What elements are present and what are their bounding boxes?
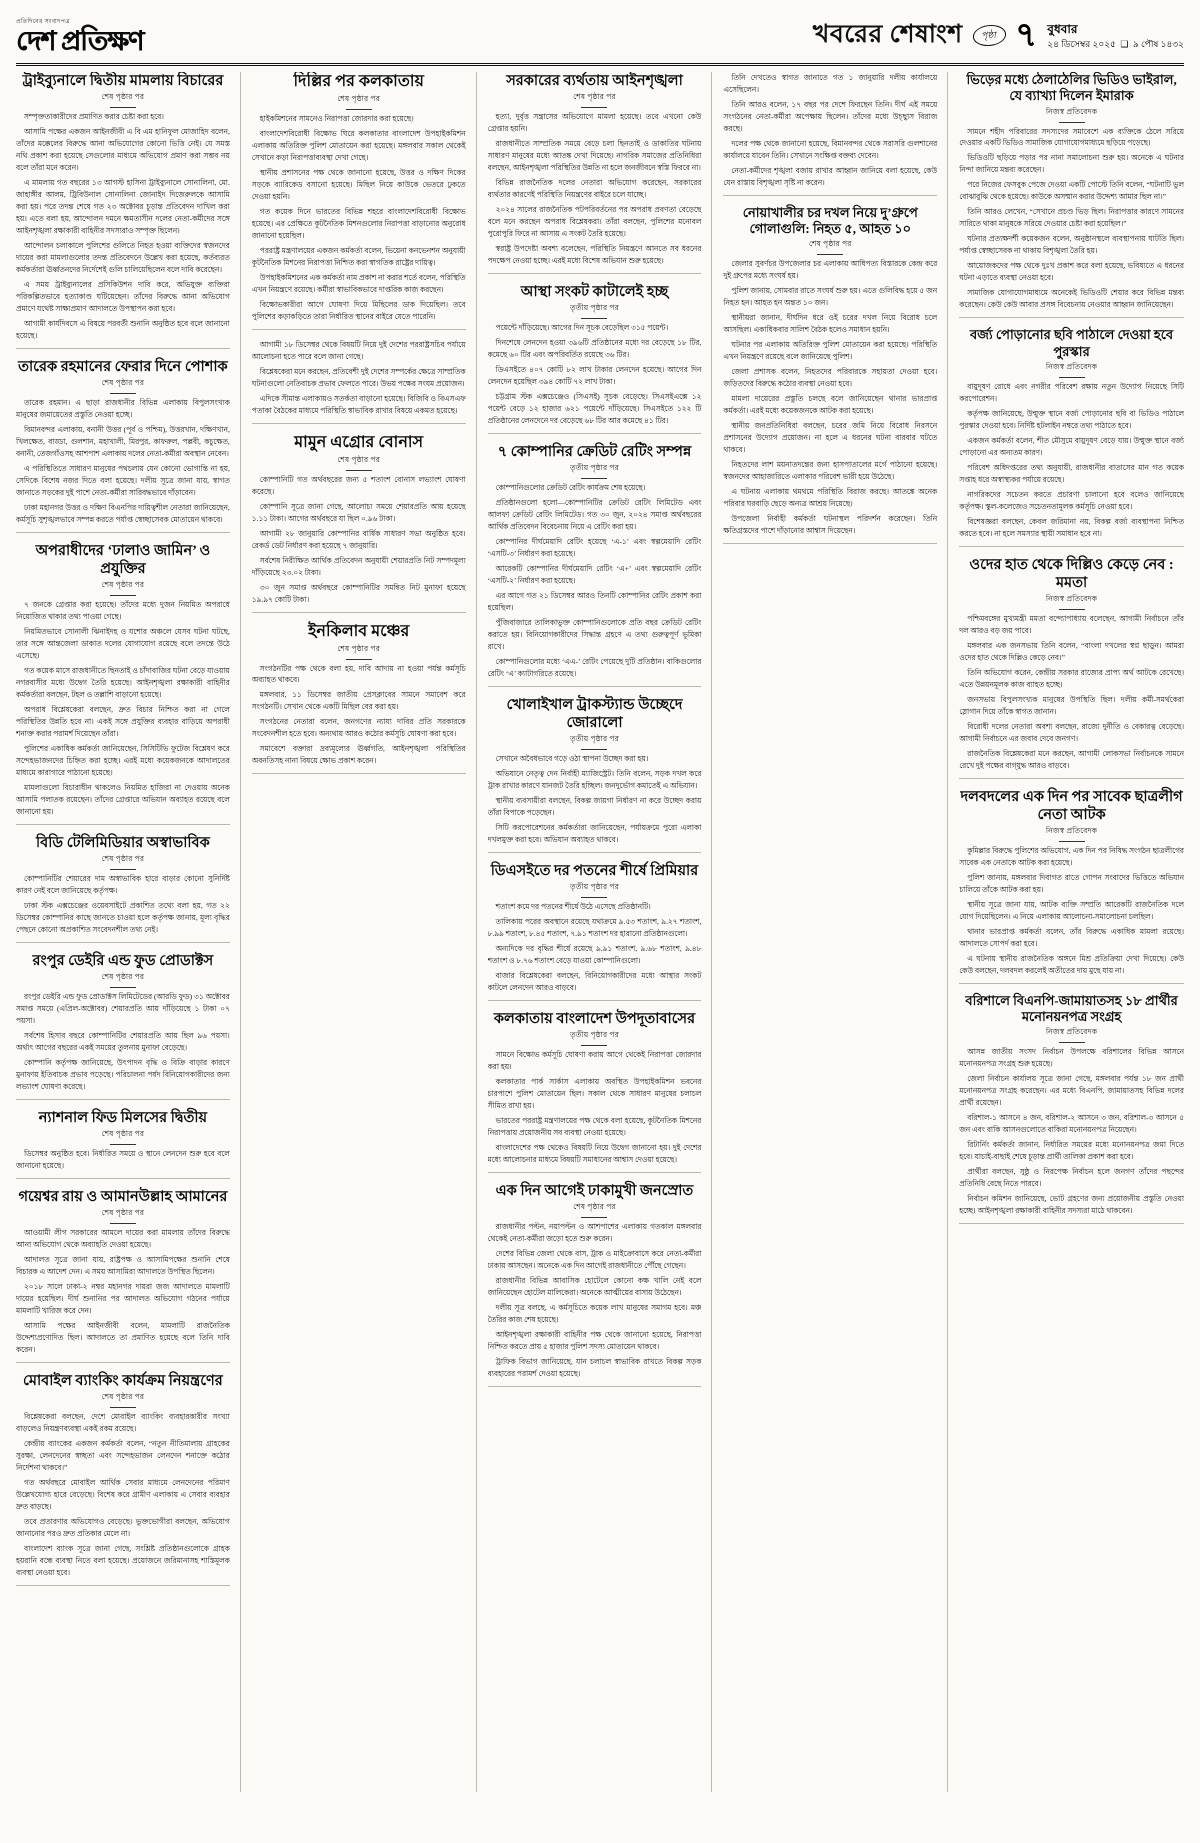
- byline-rule: [346, 109, 372, 110]
- page-label: পৃষ্ঠা: [971, 25, 1007, 46]
- article-paragraph: বিশ্লেষকেরা মনে করছেন, প্রতিবেশী দুই দেশের সম্পর্কের ক্ষেত্রে সাম্প্রতিক ঘটনাগুলো নেতিবাচক প্রভাব ফেলতে পারে। উভয় পক্ষের সংযম প্রয়োজন।: [251, 366, 466, 388]
- article-body: [16, 1227, 230, 1356]
- article-headline[interactable]: দিল্লির পর কলকাতায়: [293, 73, 424, 90]
- article-separator: [16, 348, 230, 349]
- article-paragraph: আরেকটি কোম্পানির দীর্ঘমেয়াদি রেটিং ‘এ+’ এবং স্বল্পমেয়াদি রেটিং ‘এসটি-২’ নির্ধারণ করা হয়েছে।: [487, 563, 702, 585]
- article-paragraph: দলের পক্ষ থেকে জানানো হয়েছে, বিমানবন্দর থেকে সরাসরি গুলশানের কার্যালয়ে যাবেন তিনি। সেখানে সংক্ষিপ্ত বক্তব্য দেবেন।: [723, 138, 938, 160]
- article-paragraph: কলকাতার পার্ক সার্কাস এলাকায় অবস্থিত উপহাইকমিশন ভবনের চারপাশে পুলিশ মোতায়েন ছিল। সকাল থেকে সাধারণ মানুষের চলাচল সীমিত রাখা হয়।: [487, 1077, 702, 1111]
- article-headline[interactable]: বিডি টেলিমিডিয়ার অস্বাভাবিক: [36, 834, 210, 851]
- article-separator: [488, 433, 702, 434]
- article-byline: শেষ পৃষ্ঠার পর: [101, 580, 145, 590]
- article-headline[interactable]: বর্জ্য পোড়ানোর ছবি পাঠালে দেওয়া হবে পুরস্কার: [970, 327, 1174, 359]
- article[interactable]: [488, 1010, 702, 1173]
- article-paragraph: সর্বশেষ হিসাব বছরে কোম্পানিটির শেয়ারপ্রতি আয় ছিল ৯৬ পয়সা। অর্থাৎ আগের বছরের একই সময়ের তুলনায় মুনাফা বেড়েছে।: [16, 1030, 230, 1052]
- article-paragraph: পরে নিজের ফেসবুক পেজে দেওয়া একটি পোস্টে তিনি বলেন, “ঘটনাটি ভুল বোঝাবুঝি থেকে হয়েছে। কাউকে অসম্মান করার উদ্দেশ্য আমার ছিল না।”: [959, 180, 1184, 202]
- article-paragraph: তালিকায় পরের অবস্থানে রয়েছে যথাক্রমে ৯.৫৩ শতাংশ, ৯.২৭ শতাংশ, ৮.৯৯ শতাংশ, ৮.৪৫ শতাংশ, ৭.৯১ শতাংশ দর হারানো প্রতিষ্ঠানগুলো।: [487, 917, 702, 939]
- article-paragraph: এ ঘটনায় স্থানীয় রাজনৈতিক অঙ্গনে মিশ্র প্রতিক্রিয়া দেখা দিয়েছে। কেউ কেউ বলছেন, দলবদল করলেই অতীতের দায় মুছে যায় না।: [959, 953, 1184, 975]
- article-body: [488, 901, 702, 994]
- byline-rule: [581, 107, 607, 108]
- article-byline: শেষ পৃষ্ঠার পর: [101, 92, 145, 102]
- article-paragraph: আসন্ন জাতীয় সংসদ নির্বাচন উপলক্ষে বরিশালের বিভিন্ন আসনে মনোনয়নপত্র সংগ্রহ শুরু হয়েছে।: [959, 1047, 1184, 1069]
- date-bangla: ৯ পৌষ ১৪৩২: [1132, 38, 1184, 49]
- article-separator: [959, 1223, 1184, 1224]
- article-paragraph: স্থানীয় জনপ্রতিনিধিরা বলছেন, চরের জমি নিয়ে বিরোধ নিরসনে প্রশাসনের উদ্যোগ প্রয়োজন। না হলে এ ধরনের ঘটনা বারবার ঘটতে থাকবে।: [723, 421, 938, 455]
- article-separator: [488, 1172, 702, 1173]
- page-number: ৭: [1015, 16, 1038, 54]
- article-paragraph: আসামি পক্ষের একজন আইনজীবী এ বি এম হানিফুল মোজাহিদ বলেন, তাঁদের মক্কেলের বিরুদ্ধে আনা অভিযোগের কোনো ভিত্তি নেই। যে সমস্ত নথি প্রকাশ করা হয়েছে সেগুলোর মাধ্যমে অভিযোগ প্রমাণ করা সম্ভব নয় বলে তাঁরা মনে করেন।: [16, 127, 230, 173]
- article-byline: শেষ পৃষ্ঠার পর: [101, 1128, 145, 1138]
- article-headline[interactable]: মোবাইল ব্যাংকিং কার্যক্রম নিয়ন্ত্রণের: [23, 1372, 223, 1389]
- byline-rule: [346, 659, 372, 660]
- article-paragraph: গত কয়েক মাসে রাজধানীতে ছিনতাই ও চাঁদাবাজির ঘটনা বেড়ে যাওয়ায় নগরবাসীর মধ্যে উদ্বেগ তৈরি হয়েছে। আইনশৃঙ্খলা রক্ষাকারী বাহিনীর কর্মকর্তারা বলছেন, টহল ও তল্লাশি বাড়ানো হয়েছে।: [16, 665, 230, 699]
- article-paragraph: সংগঠনের নেতারা বলেন, জনগণের ন্যায্য দাবির প্রতি সরকারকে সংবেদনশীল হতে হবে। অন্যথায় আরও কঠোর কর্মসূচি ঘোষণা করা হবে।: [251, 717, 466, 739]
- article-headline[interactable]: এক দিন আগেই ঢাকামুখী জনস্রোত: [495, 1182, 694, 1199]
- article-byline: নিজস্ব প্রতিবেদক: [1045, 361, 1098, 371]
- article-paragraph: হাইকমিশনের সামনেও নিরাপত্তা জোরদার করা হয়েছে।: [259, 114, 414, 123]
- article-paragraph: আইনশৃঙ্খলা রক্ষাকারী বাহিনীর পক্ষ থেকে জানানো হয়েছে, নিরাপত্তা নিশ্চিত করতে প্রায় ৫ হাজার পুলিশ সদস্য মোতায়েন থাকবে।: [487, 1329, 702, 1351]
- article-paragraph: সামাজিক যোগাযোগমাধ্যমে অনেকেই ভিডিওটি শেয়ার করে বিভিন্ন মন্তব্য করেছেন। কেউ কেউ আবার প্রসঙ্গ বিবেচনায় নেওয়ার আহ্বান জানিয়েছেন।: [959, 288, 1184, 310]
- article-paragraph: বিক্ষোভকারীরা আগে ঘোষণা দিয়ে মিছিলের ডাক দিয়েছিল। তবে পুলিশের কড়াকড়িতে তারা নির্ধারিত স্থানের বাইরে যেতে পারেনি।: [251, 299, 466, 321]
- article-paragraph: ২০১৮ সালে ঢাকা-২ নম্বর মহানগর দায়রা জজ আদালতে মামলাটি দায়ের হয়েছিল। দীর্ঘ শুনানির পর আদালত অভিযোগ গঠনের পর্যায়ে মামলাটি খারিজ করে দেন।: [16, 1282, 230, 1315]
- article-paragraph: আওয়ামী লীগ সরকারের আমলে দায়ের করা মামলায় তাঁদের বিরুদ্ধে আনা অভিযোগ থেকে অব্যাহতি দেওয়া হয়েছে।: [16, 1228, 230, 1250]
- article-byline: নিজস্ব প্রতিবেদক: [1045, 825, 1098, 835]
- article-body: [488, 1049, 702, 1166]
- article-paragraph: প্রতিষ্ঠানগুলো হলো—কোম্পানিটির ক্রেডিট রেটিং লিমিটেড এবং আলফা ক্রেডিট রেটিং লিমিটেড। গত ৩০ জুন, ২০২৪ সমাপ্ত অর্থবছরের আর্থিক প্রতিবেদন বিবেচনায় নিয়ে এ রেটিং করা হয়।: [487, 498, 702, 532]
- article-paragraph: কুমিল্লার বিরুদ্ধে পুলিশের অভিযোগ, এক দিন পর নিষিদ্ধ সংগঠন ছাত্রলীগের সাবেক এক নেতাকে আটক করা হয়েছে।: [959, 845, 1184, 867]
- article-paragraph: বিমানবন্দর এলাকায়, বনানী উত্তর (পূর্ব ও পশ্চিম), উত্তরখান, দক্ষিণখান, খিলক্ষেত, বাড্ডা, গুলশান, মহাখালী, মিরপুর, কাফরুল, পল্লবী, কচুক্ষেত, বনানী, তেজগাঁওসহ আশপাশ এলাকায় দলের নেতা-কর্মীরা অবস্থান নেবেন।: [16, 424, 230, 458]
- article[interactable]: [959, 327, 1184, 546]
- article-separator: [16, 1585, 230, 1586]
- byline-rule: [581, 318, 607, 319]
- article-paragraph: অপরাধ বিশ্লেষকেরা বলছেন, দ্রুত বিচার নিশ্চিত করা না গেলে পরিস্থিতির উন্নতি হবে না। একই সঙ্গে প্রযুক্তির ব্যবহার বাড়িয়ে অপরাধী শনাক্ত করার পরামর্শ দিয়েছেন তাঁরা।: [16, 704, 230, 738]
- brand: [16, 16, 143, 55]
- article-paragraph: দেশের বিভিন্ন জেলা থেকে বাস, ট্রাক ও মাইক্রোবাসে করে নেতা-কর্মীরা ঢাকায় আসছেন। অনেকে এক দিন আগেই রাজধানীতে পৌঁছে গেছেন।: [487, 1249, 702, 1271]
- article-paragraph: এদিকে সীমান্ত এলাকায়ও সতর্কতা বাড়ানো হয়েছে। বিজিবি ও বিএসএফ পতাকা বৈঠকের মাধ্যমে পরিস্থিতি স্বাভাবিক রাখার বিষয়ে একমত হয়েছে।: [251, 393, 466, 415]
- article-body: [252, 474, 466, 606]
- article-paragraph: সম্পৃক্ততাকারীদের প্রমাণিত করার চেষ্টা করা হবে।: [24, 112, 164, 122]
- article-paragraph: আগামী কার্যদিবসে এ বিষয়ে পরবর্তী শুনানি অনুষ্ঠিত হবে বলে জানানো হয়েছে।: [16, 318, 230, 340]
- article-paragraph: স্থানীয়রা জানান, দীর্ঘদিন ধরে ওই চরের দখল নিয়ে বিরোধ চলে আসছিল। একাধিকবার সালিশ বৈঠক হলেও সমাধান হয়নি।: [723, 313, 938, 335]
- article-paragraph: ২০২৪ সালের রাজনৈতিক পটপরিবর্তনের পর অপরাধ প্রবণতা বেড়েছে বলে মনে করছেন অপরাধ বিশ্লেষকরা। তাঁরা বলছেন, পুলিশের মনোবল পুরোপুরি ফিরে না আসায় এ সংকট তৈরি হয়েছে।: [487, 205, 702, 238]
- article-separator: [488, 1000, 702, 1001]
- article-body: [488, 1221, 702, 1380]
- article-separator: [959, 317, 1184, 318]
- article-byline: শেষ পৃষ্ঠার পর: [337, 454, 381, 464]
- article-paragraph: পরিবেশ অধিদপ্তরের তথ্য অনুযায়ী, রাজধানীর বাতাসের মান গত কয়েক সপ্তাহ ধরে অস্বাস্থ্যকর পর্যায়ে রয়েছে।: [959, 462, 1184, 484]
- article-byline: শেষ পৃষ্ঠার পর: [337, 643, 381, 653]
- article-body: [959, 126, 1184, 312]
- date-line: ২৪ ডিসেম্বর ২০২৫ ❑ ৯ পৌষ ১৪৩২: [1047, 38, 1184, 49]
- article-paragraph: বাজার বিশ্লেষকেরা বলছেন, বিনিয়োগকারীদের মধ্যে আস্থার সংকট কাটলে লেনদেন আরও বাড়বে।: [487, 971, 702, 992]
- article-paragraph: হত্যা, দুর্বৃত্ত সন্ত্রাসের অভিযোগে মামলা হয়েছে। তবে এখনো কেউ গ্রেপ্তার হয়নি।: [487, 112, 702, 134]
- article-separator: [252, 329, 466, 330]
- article-paragraph: রাজনৈতিক বিশ্লেষকেরা মনে করছেন, আগামী লোকসভা নির্বাচনকে সামনে রেখে দুই পক্ষের বাগ্‌যুদ্ধ আরও বাড়বে।: [959, 748, 1184, 770]
- article-headline[interactable]: আস্থা সংকট কাটালেই হচ্ছ: [520, 283, 669, 300]
- masthead: [16, 14, 1184, 66]
- article-paragraph: আসামি পক্ষের আইনজীবী বলেন, মামলাটি রাজনৈতিক উদ্দেশ্যপ্রণোদিত ছিল। আদালতে তা প্রমাণিত হয়েছে বলে তিনি দাবি করেন।: [16, 1320, 230, 1354]
- byline-rule: [110, 107, 136, 108]
- article[interactable]: [488, 696, 702, 853]
- article-paragraph: স্থানীয় ব্যবসায়ীরা বলছেন, বিকল্প জায়গা নির্ধারণ না করে উচ্ছেদ করায় তাঁরা বিপাকে পড়েছেন।: [487, 796, 702, 818]
- article-paragraph: জেলার সুবর্ণচর উপজেলার চর এলাকায় আধিপত্য বিস্তারকে কেন্দ্র করে দুই গ্রুপের মধ্যে সংঘর্ষ হয়।: [723, 259, 938, 281]
- article-paragraph: কোম্পানি কর্তৃপক্ষ জানিয়েছে, উৎপাদন বৃদ্ধি ও বিক্রি বাড়ার কারণে মুনাফায় ইতিবাচক প্রভাব পড়েছে। পরিচালনা পর্ষদ বিনিয়োগকারীদের জন্য লভ্যাংশ ঘোষণা করেছে।: [16, 1057, 230, 1091]
- article-headline[interactable]: ট্রাইব্যুনালে দ্বিতীয় মামলায় বিচারের: [22, 73, 224, 89]
- article-paragraph: বিরোধী দলের নেতারা অবশ্য বলছেন, রাজ্যে দুর্নীতি ও বেকারত্ব বেড়েছে। আগামী নির্বাচনে এর জবাব দেবে জনগণ।: [959, 721, 1184, 743]
- article-paragraph: প্রার্থীরা বলছেন, সুষ্ঠু ও নিরপেক্ষ নির্বাচন হলে জনগণ তাঁদের পছন্দের প্রতিনিধি বেছে নিতে পারবে।: [959, 1167, 1184, 1189]
- article-byline: তৃতীয় পৃষ্ঠার পর: [569, 1030, 620, 1040]
- article-separator: [16, 942, 230, 943]
- column-3: [488, 72, 713, 1792]
- article-paragraph: কর্তৃপক্ষ জানিয়েছে, উন্মুক্ত স্থানে বর্জ্য পোড়ানোর ছবি বা ভিডিও পাঠালে পুরস্কার দেওয়া হবে। নির্দিষ্ট হটলাইন নম্বরে তথ্য পাঠাতে হবে।: [959, 408, 1184, 430]
- brand-tagline: প্রতিদিনের সংবাদপত্র: [16, 19, 71, 25]
- article-paragraph: দলীয় সূত্র বলছে, এ কর্মসূচিতে কয়েক লাখ মানুষের সমাগম হবে। মঞ্চ তৈরির কাজ শেষ হয়েছে।: [487, 1303, 702, 1324]
- article-body: [252, 663, 466, 768]
- article-paragraph: আদালত সূত্রে জানা যায়, রাষ্ট্রপক্ষ ও আসামিপক্ষের শুনানি শেষে বিচারক এ আদেশ দেন। এ সময় আসামিরা আদালতে উপস্থিত ছিলেন।: [16, 1255, 230, 1277]
- article-paragraph: দিনশেষে লেনদেন হওয়া ৩৯৬টি প্রতিষ্ঠানের মধ্যে দর বেড়েছে ১৮ টির, কমেছে ৬০ টির এবং অপরিবর্তিত রয়েছে ৩৬ টির।: [487, 338, 702, 360]
- article-paragraph: বাংলাদেশের পক্ষ থেকেও বিষয়টি নিয়ে উদ্বেগ জানানো হয়। দুই দেশের মধ্যে আলোচনার মাধ্যমে বিষয়টি সমাধানের আশ্বাস দেওয়া হয়েছে।: [487, 1143, 702, 1164]
- article-body: [252, 113, 466, 323]
- article-paragraph: তিনি আরও লেখেন, “সেখানে প্রচণ্ড ভিড় ছিল। নিরাপত্তার কারণে সামনের সারিতে থাকা মানুষকে সরিয়ে দেওয়ার চেষ্টা করা হয়েছিল।”: [959, 207, 1184, 229]
- article-paragraph: একজন কর্মকর্তা বলেন, শীত মৌসুমে বায়ুদূষণ বেড়ে যায়। উন্মুক্ত স্থানে বর্জ্য পোড়ানো এর অন্যতম কারণ।: [959, 435, 1184, 457]
- article-paragraph: কোম্পানিটির শেয়ারের দাম অস্বাভাবিক হারে বাড়ার কোনো সুনির্দিষ্ট কারণ নেই বলে জানিয়েছে কর্তৃপক্ষ।: [16, 873, 230, 895]
- article-paragraph: তবে প্রতারণার অভিযোগও বেড়েছে। ভুক্তভোগীরা বলছেন, অভিযোগ জানানোর পরও দ্রুত প্রতিকার মেলে না।: [16, 1516, 230, 1538]
- byline-rule: [110, 1223, 136, 1224]
- article-paragraph: ঢাকা মহানগর উত্তর ও দক্ষিণ বিএনপির দায়িত্বশীল নেতারা জানিয়েছেন, কর্মসূচি সুশৃঙ্খলভাবে সম্পন্ন করতে পর্যাপ্ত স্বেচ্ছাসেবক মোতায়েন থাকবে।: [16, 502, 230, 524]
- article[interactable]: [16, 1109, 230, 1179]
- article[interactable]: [252, 622, 466, 775]
- article-paragraph: আন্দোলন চলাকালে পুলিশের গুলিতে নিহত হওয়া ব্যক্তিদের স্বজনদের দায়ের করা মামলাগুলোর তদন্ত প্রতিবেদনে উল্লেখ করা হয়েছে, কর্তব্যরত কর্মকর্তারা ঊর্ধ্বতনদের নির্দেশেই গুলি চালিয়েছিলেন বলে দাবি করেছেন।: [16, 240, 230, 274]
- article[interactable]: [959, 72, 1184, 318]
- article-paragraph: আগামী ১৮ ডিসেম্বর থেকে বিষয়টি নিয়ে দুই দেশের পররাষ্ট্রসচিব পর্যায়ে আলোচনা হতে পারে বলে জানা গেছে।: [251, 339, 466, 361]
- byline-rule: [1059, 841, 1085, 842]
- article-paragraph: সেখানে অবৈধভাবে গড়ে ওঠা স্থাপনা উচ্ছেদ করা হয়।: [495, 754, 649, 764]
- article-byline: শেষ পৃষ্ঠার পর: [101, 1208, 145, 1218]
- article-separator: [488, 686, 702, 687]
- article-paragraph: মঙ্গলবার, ১১ ডিসেম্বর জাতীয় প্রেসক্লাবের সামনে সমাবেশ করে সংগঠনটি। সেখান থেকে একটি মিছিল বের করা হয়।: [251, 690, 466, 712]
- article-paragraph: নির্বাচন কমিশন জানিয়েছে, ভোট গ্রহণের জন্য প্রয়োজনীয় প্রস্তুতি নেওয়া হচ্ছে। আইনশৃঙ্খলা রক্ষাকারী বাহিনীর সদস্যরা মাঠে থাকবেন।: [959, 1194, 1184, 1216]
- article-byline: শেষ পৃষ্ঠার পর: [808, 239, 852, 249]
- article-headline[interactable]: খোলাইখাল ট্রাকস্ট্যান্ড উচ্ছেদে জোরালো: [506, 696, 683, 731]
- article-paragraph: অভিযানে নেতৃত্ব দেন নির্বাহী ম্যাজিস্ট্রেট। তিনি বলেন, সড়ক দখল করে ট্রাক রাখার কারণে যানজট তৈরি হচ্ছিল। জনদুর্ভোগ কমাতেই এ অভিযান।: [487, 769, 702, 791]
- article-separator: [252, 773, 466, 774]
- byline-rule: [110, 987, 136, 988]
- byline-rule: [581, 1217, 607, 1218]
- article-body: [16, 991, 230, 1093]
- article-paragraph: সংগঠনটির পক্ষ থেকে বলা হয়, দাবি আদায় না হওয়া পর্যন্ত কর্মসূচি অব্যাহত থাকবে।: [251, 663, 466, 685]
- article[interactable]: [16, 834, 230, 943]
- article-headline[interactable]: অপরাধীদের ‘ঢালাও জামিন’ ও প্রযুক্তির: [35, 542, 211, 577]
- article-separator: [959, 778, 1184, 779]
- article-paragraph: রাজধানীর পল্টন, নয়াপল্টন ও আশপাশের এলাকায় গতকাল মঙ্গলবার থেকেই নেতা-কর্মীরা জড়ো হতে শুরু করেন।: [487, 1222, 702, 1244]
- article-body: [959, 1046, 1184, 1217]
- article-paragraph: বিশেষজ্ঞরা বলছেন, কেবল জরিমানা নয়, বিকল্প বর্জ্য ব্যবস্থাপনা নিশ্চিত করতে হবে। না হলে সমস্যার স্থায়ী সমাধান হবে না।: [959, 516, 1184, 538]
- article-byline: শেষ পৃষ্ঠার পর: [573, 92, 616, 102]
- article-headline[interactable]: রংপুর ডেইরি এন্ড ফুড প্রোডাক্টস: [32, 952, 214, 969]
- date-block: [1047, 20, 1184, 52]
- article-paragraph: রিটার্নিং কর্মকর্তা জানান, নির্ধারিত সময়ের মধ্যে মনোনয়নপত্র জমা দিতে হবে। যাচাই-বাছাই শেষে চূড়ান্ত প্রার্থী তালিকা প্রকাশ করা হবে।: [959, 1140, 1184, 1162]
- article-byline: নিজস্ব প্রতিবেদক: [1045, 106, 1098, 116]
- article-headline[interactable]: ইনকিলাব মঞ্চের: [308, 622, 410, 640]
- column-5: [959, 72, 1184, 1792]
- column-4: [723, 72, 948, 1792]
- article-body: [723, 258, 937, 537]
- article-paragraph: নিহতদের লাশ ময়নাতদন্তের জন্য হাসপাতালের মর্গে পাঠানো হয়েছে। স্বজনদের আহাজারিতে এলাকার পরিবেশ ভারী হয়ে উঠেছে।: [723, 460, 938, 482]
- article-separator: [488, 852, 702, 853]
- article-byline: তৃতীয় পৃষ্ঠার পর: [569, 882, 620, 892]
- article[interactable]: [959, 993, 1184, 1224]
- article[interactable]: [16, 952, 230, 1100]
- article-paragraph: জেলা নির্বাচন কার্যালয় সূত্রে জানা গেছে, মঙ্গলবার পর্যন্ত ১৮ জন প্রার্থী মনোনয়নপত্র সংগ্রহ করেছেন। এর মধ্যে বিএনপি, জামায়াতসহ বিভিন্ন দলের প্রার্থী রয়েছেন।: [959, 1074, 1184, 1108]
- article-separator: [252, 423, 466, 424]
- article[interactable]: [723, 205, 937, 544]
- article-byline: শেষ পৃষ্ঠার পর: [101, 377, 145, 387]
- article-body: [16, 111, 230, 342]
- article-paragraph: তিনি দেখতেও স্বাগত জানাতে গত ১ জানুয়ারি দলীয় কার্যালয়ে এসেছিলেন।: [723, 73, 938, 94]
- article-byline: তৃতীয় পৃষ্ঠার পর: [569, 463, 620, 473]
- article-paragraph: নিয়মিতভাবে সোনালী ঝিনাইদহ ও যশোর অঞ্চলে যেসব ঘটনা ঘটছে, তার সঙ্গে আন্তজেলা ডাকাত দলের যোগাযোগ রয়েছে বলে তদন্তে উঠে এসেছে।: [16, 627, 230, 660]
- article[interactable]: [488, 72, 702, 274]
- masthead-right: [813, 14, 1184, 57]
- article[interactable]: [488, 862, 702, 1001]
- article-paragraph: শতাংশ কমে দর পতনের শীর্ষে উঠে এসেছে প্রতিষ্ঠানটি।: [495, 902, 651, 912]
- article-paragraph: নাগরিকদের সচেতন করতে প্রচারণা চালানো হবে বলেও জানিয়েছে কর্তৃপক্ষ। স্কুল-কলেজেও সচেতনতামূলক কর্মসূচি নেওয়া হবে।: [959, 489, 1184, 511]
- article-paragraph: বিশ্লেষকেরা বলছেন, দেশে মোবাইল ব্যাংকিং ব্যবহারকারীর সংখ্যা বাড়লেও নিয়ন্ত্রণব্যবস্থা একই রকম রয়েছে।: [16, 1412, 230, 1434]
- article-body: [16, 397, 230, 526]
- article-paragraph: ঘটনার প্রত্যক্ষদর্শী কয়েকজন বলেন, অনুষ্ঠানস্থলে ব্যবস্থাপনায় ঘাটতি ছিল। পর্যাপ্ত স্বেচ্ছাসেবক না থাকায় বিশৃঙ্খলা তৈরি হয়।: [959, 234, 1184, 256]
- article-headline[interactable]: গয়েশ্বর রায় ও আমানউল্লাহ আমানের: [18, 1188, 228, 1205]
- article-paragraph: কোম্পানিগুলোর ক্রেডিট রেটিং কার্যক্রম শেষ হয়েছে।: [495, 483, 646, 493]
- article-headline[interactable]: ন্যাশনাল ফিড মিলসের দ্বিতীয়: [38, 1109, 208, 1126]
- article-paragraph: নেতা-কর্মীদের শৃঙ্খলা বজায় রাখার আহ্বান জানিয়ে বলা হয়েছে, কেউ যেন রাস্তায় বিশৃঙ্খলা সৃষ্টি না করেন।: [723, 165, 938, 187]
- article-paragraph: জেলা প্রশাসক বলেন, নিহতদের পরিবারকে সহায়তা দেওয়া হবে। জড়িতদের বিরুদ্ধে কঠোর ব্যবস্থা নেওয়া হবে।: [723, 367, 938, 389]
- column-2: [252, 72, 477, 1792]
- article-byline: শেষ পৃষ্ঠার পর: [101, 1392, 145, 1402]
- byline-rule: [1059, 1042, 1085, 1043]
- article-paragraph: পুঁজিবাজারে তালিকাভুক্ত কোম্পানিগুলোকে প্রতি বছর ক্রেডিট রেটিং করাতে হয়। বিনিয়োগকারীদের সিদ্ধান্ত গ্রহণে এ তথ্য গুরুত্বপূর্ণ ভূমিকা রাখে।: [487, 617, 702, 651]
- article-paragraph: ডিএসইতে ৪০৭ কোটি ৮২ লাখ টাকার লেনদেন হয়েছে। আগের দিন লেনদেন হয়েছিল ৩৯৪ কোটি ৭২ লাখ টাকা।: [487, 365, 702, 386]
- article-paragraph: পয়েন্টে দাঁড়িয়েছে। আগের দিন সূচক বেড়েছিল ৩১৫ পয়েন্ট।: [495, 323, 669, 333]
- article-separator: [16, 1099, 230, 1100]
- article-paragraph: ভিডিওটি ছড়িয়ে পড়ার পর নানা সমালোচনা শুরু হয়। অনেকে এ ঘটনার নিন্দা জানিয়ে মন্তব্য করেছেন।: [959, 153, 1184, 175]
- article-paragraph: আগামী ২৮ জানুয়ারি কোম্পানির বার্ষিক সাধারণ সভা অনুষ্ঠিত হবে। রেকর্ড ডেট নির্ধারণ করা হয়েছে ৭ জানুয়ারি।: [251, 528, 466, 550]
- byline-rule: [110, 869, 136, 870]
- article-paragraph: পুলিশ জানায়, মঙ্গলবার দিবাগত রাতে গোপন সংবাদের ভিত্তিতে অভিযান চালিয়ে তাঁকে আটক করা হয়।: [959, 872, 1184, 894]
- article[interactable]: [488, 1182, 702, 1387]
- article-paragraph: উপজেলা নির্বাহী কর্মকর্তা ঘটনাস্থল পরিদর্শন করেছেন। তিনি ক্ষতিগ্রস্তদের পাশে দাঁড়ানোর আশ্বাস দিয়েছেন।: [723, 514, 938, 536]
- article-separator: [16, 1178, 230, 1179]
- article-paragraph: তিনি অভিযোগ করেন, কেন্দ্রীয় সরকার রাজ্যের প্রাপ্য অর্থ আটকে রেখেছে। এতে উন্নয়নমূলক কাজ ব্যাহত হচ্ছে।: [959, 667, 1184, 689]
- article-paragraph: ভারতের পররাষ্ট্র মন্ত্রণালয়ের পক্ষ থেকে বলা হয়েছে, কূটনৈতিক মিশনের নিরাপত্তায় প্রয়োজনীয় সব ব্যবস্থা নেওয়া হয়েছে।: [487, 1116, 702, 1138]
- article-paragraph: আয়োজকদের পক্ষ থেকে দুঃখ প্রকাশ করে বলা হয়েছে, ভবিষ্যতে এ ধরনের ঘটনা এড়াতে ব্যবস্থা নেওয়া হবে।: [959, 261, 1184, 283]
- article-paragraph: কোম্পানিটি গত অর্থবছরের জন্য ৫ শতাংশ বোনাস লভ্যাংশ ঘোষণা করেছে।: [251, 474, 466, 496]
- article-paragraph: পুলিশের একাধিক কর্মকর্তা জানিয়েছেন, সিসিটিভি ফুটেজ বিশ্লেষণ করে সন্দেহভাজনদের চিহ্নিত করা হচ্ছে। এরই মধ্যে কয়েকজনকে আদালতের মাধ্যমে কারাগারে পাঠানো হয়েছে।: [16, 743, 230, 777]
- article-paragraph: সিটি করপোরেশনের কর্মকর্তারা জানিয়েছেন, পর্যায়ক্রমে পুরো এলাকা দখলমুক্ত করা হবে। অভিযান অব্যাহত থাকবে।: [487, 823, 702, 844]
- article-paragraph: বায়ুদূষণ রোধে এবং নগরীর পরিবেশ রক্ষায় নতুন উদ্যোগ নিয়েছে সিটি করপোরেশন।: [959, 381, 1184, 403]
- article-separator: [16, 824, 230, 825]
- article-paragraph: গত কয়েক দিনে ভারতের বিভিন্ন শহরে বাংলাদেশবিরোধী বিক্ষোভ হয়েছে। এর প্রেক্ষিতে কূটনৈতিক মিশনগুলোর নিরাপত্তা বাড়ানোর অনুরোধ জানানো হয়েছিল।: [251, 206, 466, 240]
- article-byline: শেষ পৃষ্ঠার পর: [337, 94, 381, 103]
- article-paragraph: উপহাইকমিশনের এক কর্মকর্তা নাম প্রকাশ না করার শর্তে বলেন, পরিস্থিতি এখন নিয়ন্ত্রণে রয়েছে। কর্মীরা স্বাভাবিকভাবে দাপ্তরিক কাজ করছেন।: [251, 272, 466, 294]
- byline-rule: [581, 478, 607, 479]
- article-paragraph: ডিসেম্বর অনুষ্ঠিত হবে। নির্ধারিত সময়ে ও স্থানে লেনদেন শুরু হবে বলে জানানো হয়েছে।: [16, 1148, 230, 1170]
- article-headline[interactable]: ভিড়ের মধ্যে ঠেলাঠেলির ভিডিও ভাইরাল, যে ব্যাখ্যা দিলেন ইমারাক: [966, 72, 1177, 104]
- section-title: খবরের শেষাংশ: [812, 21, 963, 48]
- article-body: [16, 1411, 230, 1579]
- article-paragraph: কোম্পানি সূত্রে জানা গেছে, আলোচ্য সময়ে শেয়ারপ্রতি আয় হয়েছে ১.১১ টাকা। আগের অর্থবছরে যা ছিল ০.৯৬ টাকা।: [251, 501, 466, 523]
- article-paragraph: ৭ জনকে গ্রেপ্তার করা হয়েছে। তাঁদের মধ্যে দুজন নিয়মিত অপরাধে নিয়োজিত থাকার তথ্য পাওয়া গেছে।: [16, 600, 230, 622]
- article-paragraph: পশ্চিমবঙ্গের মুখ্যমন্ত্রী মমতা বন্দ্যোপাধ্যায় বলেছেন, আগামী নির্বাচনে তাঁর দল আরও বড় জয় পাবে।: [959, 613, 1184, 635]
- article-paragraph: সর্বশেষ নিরীক্ষিত আর্থিক প্রতিবেদন অনুযায়ী শেয়ারপ্রতি নিট সম্পদমূল্য দাঁড়িয়েছে ২৩.০২ টাকা।: [251, 555, 466, 577]
- article-paragraph: মঙ্গলবার এক জনসভায় তিনি বলেন, “বাংলা দখলের স্বপ্ন ছাড়ুন। আমরা ওদের হাত থেকে দিল্লিও কেড়ে নেব।”: [959, 640, 1184, 662]
- article[interactable]: [16, 72, 230, 349]
- byline-rule: [346, 470, 372, 471]
- article-paragraph: থানার ভারপ্রাপ্ত কর্মকর্তা বলেন, তাঁর বিরুদ্ধে একাধিক মামলা রয়েছে। আদালতে সোপর্দ করা হবে।: [959, 926, 1184, 948]
- weekday: বুধবার: [1047, 21, 1078, 36]
- article-paragraph: জনসভায় বিপুলসংখ্যক মানুষের উপস্থিতি ছিল। দলীয় কর্মী-সমর্থকেরা স্লোগান দিয়ে তাঁকে স্বাগত জানান।: [959, 694, 1184, 716]
- article-columns: [16, 72, 1184, 1792]
- article-headline[interactable]: ডিএসইতে দর পতনের শীর্ষে প্রিমিয়ার: [490, 862, 699, 879]
- article-headline[interactable]: দলবদলের এক দিন পর সাবেক ছাত্রলীগ নেতা আটক: [960, 788, 1183, 823]
- article[interactable]: [723, 72, 937, 196]
- byline-rule: [110, 1144, 136, 1145]
- date-gregorian: ২৪ ডিসেম্বর ২০২৫: [1047, 38, 1116, 49]
- article-paragraph: মামলাগুলো বিচারাধীন থাকলেও নিয়মিত হাজিরা না দেওয়ায় অনেক আসামি পলাতক রয়েছেন। তাঁদের গ্রেপ্তারে অভিযান অব্যাহত রয়েছে বলে জানানো হয়।: [16, 782, 230, 816]
- article[interactable]: [252, 72, 466, 330]
- byline-rule: [581, 897, 607, 898]
- article-paragraph: গত অর্থবছরে মোবাইল আর্থিক সেবার মাধ্যমে লেনদেনের পরিমাণ উল্লেখযোগ্য হারে বেড়েছে। বিশেষ করে গ্রামীণ এলাকায় এ সেবার ব্যবহার দ্রুত বাড়ছে।: [16, 1477, 230, 1511]
- article-separator: [723, 195, 937, 196]
- article-body: [16, 873, 230, 936]
- article-separator: [16, 532, 230, 533]
- article-separator: [252, 612, 466, 613]
- article-paragraph: তারেক রহমান। এ ছাড়া রাজধানীর বিভিন্ন এলাকায় বিপুলসংখ্যক মানুষের জমায়েতের প্রস্তুতি নেওয়া হচ্ছে।: [16, 397, 230, 419]
- article-body: [959, 381, 1184, 540]
- article[interactable]: [16, 358, 230, 533]
- article-body: [488, 482, 702, 680]
- article-paragraph: সামনে বিক্ষোভ কর্মসূচি ঘোষণা করায় আগে থেকেই নিরাপত্তা জোরদার করা হয়।: [487, 1050, 702, 1072]
- byline-rule: [110, 1407, 136, 1408]
- article-paragraph: স্থানীয় সূত্রে জানা যায়, আটক ব্যক্তি সম্প্রতি আরেকটি রাজনৈতিক দলে যোগ দিয়েছিলেন। এ নিয়ে এলাকায় আলোচনা-সমালোচনা চলছিল।: [959, 899, 1184, 921]
- article-separator: [488, 273, 702, 274]
- article-paragraph: বিভিন্ন রাজনৈতিক দলের নেতারা অভিযোগ করেছেন, সরকারের ব্যর্থতার কারণেই পরিস্থিতি নিয়ন্ত্রণের বাইরে চলে যাচ্ছে।: [487, 178, 702, 200]
- brand-name: দেশ প্রতিক্ষণ: [16, 26, 144, 56]
- article-separator: [488, 1386, 702, 1387]
- article-paragraph: তিনি আরও বলেন, ১৭ বছর পর দেশে ফিরছেন তিনি। দীর্ঘ এই সময়ে সংগঠনের নেতা-কর্মীরা অপেক্ষায় ছিলেন। তাঁদের মধ্যে উচ্ছ্বাস বিরাজ করছে।: [723, 99, 938, 133]
- article-paragraph: সামনে শহীদ পরিবারের সদস্যদের সমাবেশে এক ব্যক্তিকে ঠেলে সরিয়ে দেওয়ার একটি ভিডিও সামাজিক যোগাযোগমাধ্যমে ছড়িয়ে পড়েছে।: [959, 126, 1184, 148]
- article-paragraph: ৩০ জুন সমাপ্ত অর্থবছরে কোম্পানিটির সমন্বিত নিট মুনাফা হয়েছে ১৯.৯৭ কোটি টাকা।: [251, 582, 466, 604]
- article-body: [723, 72, 937, 189]
- article-paragraph: কেন্দ্রীয় ব্যাংকের একজন কর্মকর্তা বলেন, “নতুন নীতিমালায় গ্রাহকের সুরক্ষা, লেনদেনের স্বচ্ছতা এবং সন্দেহভাজন লেনদেন শনাক্তে কঠোর নির্দেশনা থাকবে।”: [16, 1439, 230, 1472]
- article-body: [252, 339, 466, 417]
- article[interactable]: [16, 542, 230, 825]
- article-body: [488, 322, 702, 427]
- article-separator: [959, 983, 1184, 984]
- article-byline: নিজস্ব প্রতিবেদক: [1045, 593, 1098, 603]
- article-body: [959, 613, 1184, 772]
- article-headline[interactable]: মামুন এগ্রোর বোনাস: [294, 433, 424, 451]
- article-paragraph: এ সময় ট্রাইব্যুনালের প্রসিকিউশন দাবি করে, অভিযুক্ত ব্যক্তিরা পরিকল্পিতভাবে হত্যাকাণ্ড ঘটিয়েছেন। তাঁদের বিরুদ্ধে আনা অভিযোগ প্রমাণে যথেষ্ট সাক্ষ্যপ্রমাণ আদালতে উপস্থাপন করা হবে।: [16, 279, 230, 313]
- article-headline[interactable]: কলকাতায় বাংলাদেশ উপদূতাবাসের: [493, 1010, 696, 1027]
- article-paragraph: বরিশাল-১ আসনে ৪ জন, বরিশাল-২ আসনে ৩ জন, বরিশাল-৩ আসনে ৫ জন এবং বাকি আসনগুলোতে বাকিরা মনোনয়নপত্র নিয়েছেন।: [959, 1113, 1184, 1135]
- article-body: [488, 753, 702, 846]
- article-body: [959, 845, 1184, 977]
- article-byline: নিজস্ব প্রতিবেদক: [1045, 1027, 1098, 1037]
- article-body: [488, 111, 702, 267]
- article[interactable]: [959, 788, 1184, 984]
- byline-rule: [1059, 609, 1085, 610]
- article[interactable]: [16, 1188, 230, 1363]
- article-byline: তৃতীয় পৃষ্ঠার পর: [569, 734, 620, 744]
- article-byline: শেষ পৃষ্ঠার পর: [101, 853, 145, 863]
- article-paragraph: বাংলাদেশ ব্যাংক সূত্রে জানা গেছে, সংশ্লিষ্ট প্রতিষ্ঠানগুলোকে গ্রাহক হয়রানি বন্ধে ব্যবস্থা নিতে বলা হয়েছে। প্রয়োজনে জরিমানাসহ শাস্তিমূলক ব্যবস্থা নেওয়া হবে।: [16, 1543, 230, 1577]
- article-paragraph: চট্টগ্রাম স্টক এক্সচেঞ্জেও (সিএসই) সূচক বেড়েছে। সিএসইএক্সে ১২ পয়েন্ট বেড়ে ১২ হাজার ৬২১ পয়েন্টে দাঁড়িয়েছে। সিএসইতে ১২২ টি প্রতিষ্ঠানের লেনদেনে দর বেড়েছে ৬৮ টির আর কমেছে ৪১ টির।: [487, 391, 702, 425]
- article-paragraph: রংপুর ডেইরি এন্ড ফুড প্রোডাক্টস লিমিটেডের (আরডি ফুড) ৩১ অক্টোবর সমাপ্ত সময়ে (এপ্রিল-অক্টোবর) শেয়ারপ্রতি আয় দাঁড়িয়েছে ১ টাকা ০৭ পয়সা।: [16, 991, 230, 1025]
- article-headline[interactable]: ওদের হাত থেকে দিল্লিও কেড়ে নেব : মমতা: [969, 556, 1174, 591]
- article[interactable]: [252, 339, 466, 424]
- article[interactable]: [488, 283, 702, 434]
- article[interactable]: [959, 556, 1184, 779]
- article-headline[interactable]: তারেক রহমানের ফেরার দিনে পোশাক: [18, 358, 228, 375]
- article-paragraph: স্বরাষ্ট্র উপদেষ্টা অবশ্য বলেছেন, পরিস্থিতি নিয়ন্ত্রণে আনতে সব ধরনের পদক্ষেপ নেওয়া হচ্ছে। এরই মধ্যে বিশেষ অভিযান শুরু হয়েছে।: [487, 243, 702, 265]
- article-paragraph: সমাবেশে বক্তারা দ্রব্যমূল্যের ঊর্ধ্বগতি, আইনশৃঙ্খলা পরিস্থিতির অবনতিসহ নানা বিষয়ে ক্ষোভ প্রকাশ করেন।: [251, 744, 466, 766]
- byline-rule: [581, 1045, 607, 1046]
- article-body: [16, 599, 230, 818]
- byline-rule: [1059, 122, 1085, 123]
- column-1: [16, 72, 241, 1792]
- article-separator: [16, 1362, 230, 1363]
- article-headline[interactable]: সরকারের ব্যর্থতায় আইনশৃঙ্খলা: [506, 73, 683, 89]
- byline-rule: [1059, 377, 1085, 378]
- article-paragraph: অন্যদিকে দর বৃদ্ধির শীর্ষে রয়েছে ৯.৯১ শতাংশ, ৯.৬৮ শতাংশ, ৯.৪৮ শতাংশ ও ৮.৭৬ শতাংশ বেড়ে যাওয়া কোম্পানিগুলো।: [487, 944, 702, 966]
- article-headline[interactable]: বরিশালে বিএনপি-জামায়াতসহ ১৮ প্রার্থীর মনোনয়নপত্র সংগ্রহ: [965, 992, 1178, 1024]
- byline-rule: [581, 749, 607, 750]
- article-paragraph: এ পরিস্থিতিতে সাধারণ মানুষের পথচলায় যেন কোনো ভোগান্তি না হয়, সেদিকে বিশেষ নজর দিতে বলা হয়েছে। দলীয় সূত্রে জানা যায়, স্বাগত জানাতে সড়কের দুই পাশে নেতা-কর্মীরা সারিবদ্ধভাবে দাঁড়াবেন।: [16, 463, 230, 497]
- byline-rule: [110, 595, 136, 596]
- article-paragraph: কোম্পানিগুলোর মধ্যে ‘এএ-’ রেটিং পেয়েছে দুটি প্রতিষ্ঠান। বাকিগুলোর রেটিং ‘এ’ ক্যাটাগরিতে রয়েছে।: [487, 656, 702, 678]
- article[interactable]: [252, 433, 466, 613]
- article-separator: [723, 543, 937, 544]
- article-paragraph: এর আগে গত ২১ ডিসেম্বর আরও তিনটি কোম্পানির রেটিং প্রকাশ করা হয়েছিল।: [487, 590, 702, 612]
- article-paragraph: স্থানীয় প্রশাসনের পক্ষ থেকে জানানো হয়েছে, উত্তর ও দক্ষিণ দিকের সড়কে ব্যারিকেড বসানো হয়েছে। মিছিল নিয়ে কাউকে ভেতরে ঢুকতে দেওয়া হয়নি।: [251, 167, 466, 201]
- byline-rule: [110, 393, 136, 394]
- article-headline[interactable]: নোয়াখালীর চর দখল নিয়ে দু’গ্রুপে গোলাগুলি: নিহত ৫, আহত ১০: [742, 204, 918, 237]
- article-paragraph: মামলা দায়েরের প্রস্তুতি চলছে বলে জানিয়েছেন থানার ভারপ্রাপ্ত কর্মকর্তা। এরই মধ্যে কয়েকজনকে আটক করা হয়েছে।: [723, 394, 938, 416]
- article[interactable]: [16, 1372, 230, 1586]
- article-paragraph: পুলিশ জানায়, সোমবার রাতে সংঘর্ষ শুরু হয়। এতে গুলিবিদ্ধ হয়ে ৫ জন নিহত হন। আহত হন অন্তত ১০ জন।: [723, 286, 938, 308]
- article-paragraph: ঢাকা স্টক এক্সচেঞ্জের ওয়েবসাইটে প্রকাশিত তথ্যে বলা হয়, গত ২২ ডিসেম্বর কোম্পানির কাছে জানতে চাওয়া হলে কর্তৃপক্ষ জানায়, মূল্য বৃদ্ধির পেছনে কোনো অপ্রকাশিত সংবেদনশীল তথ্য নেই।: [16, 900, 230, 934]
- article-paragraph: রাজধানীতে সাম্প্রতিক সময়ে বেড়ে চলা ছিনতাই ও ডাকাতির ঘটনায় সাধারণ মানুষের মধ্যে আতঙ্ক দেখা দিয়েছে। নাগরিক সমাজের প্রতিনিধিরা বলছেন, আইনশৃঙ্খলা পরিস্থিতির উন্নতি না হলে জনজীবনে স্বস্তি ফিরবে না।: [487, 139, 702, 173]
- byline-rule: [817, 254, 843, 255]
- article-byline: তৃতীয় পৃষ্ঠার পর: [569, 303, 620, 313]
- article-headline[interactable]: ৭ কোম্পানির ক্রেডিট রেটিং সম্পন্ন: [497, 443, 692, 460]
- article-paragraph: রাজধানীর বিভিন্ন আবাসিক হোটেলে কোনো কক্ষ খালি নেই বলে জানিয়েছেন হোটেল মালিকেরা। অনেকে আত্মীয়ের বাসায় উঠেছেন।: [487, 1276, 702, 1298]
- article-paragraph: ট্রাফিক বিভাগ জানিয়েছে, যান চলাচল স্বাভাবিক রাখতে বিকল্প সড়ক ব্যবহারের পরামর্শ দেওয়া হয়েছে।: [487, 1356, 702, 1378]
- article-paragraph: পররাষ্ট্র মন্ত্রণালয়ের একজন কর্মকর্তা বলেন, ভিয়েনা কনভেনশন অনুযায়ী কূটনৈতিক মিশনের নিরাপত্তা নিশ্চিত করা স্বাগতিক রাষ্ট্রের দায়িত্ব।: [251, 245, 466, 267]
- article-separator: [959, 546, 1184, 547]
- article-paragraph: বাংলাদেশবিরোধী বিক্ষোভ ঘিরে কলকাতার বাংলাদেশ উপহাইকমিশন এলাকায় অতিরিক্ত পুলিশ মোতায়েন করা হয়েছে। মঙ্গলবার সকাল থেকেই সেখানে কড়া নিরাপত্তাব্যবস্থা দেখা গেছে।: [251, 128, 466, 162]
- article-byline: শেষ পৃষ্ঠার পর: [573, 1202, 616, 1212]
- article-paragraph: এ ঘটনায় এলাকায় থমথমে পরিস্থিতি বিরাজ করছে। আতঙ্কে অনেক পরিবার ঘরবাড়ি ছেড়ে অন্যত্র আশ্রয় নিয়েছে।: [723, 487, 938, 509]
- article-byline: শেষ পৃষ্ঠার পর: [101, 971, 145, 981]
- article-paragraph: এ মামলায় গত বছরের ১৩ আগস্ট হাসিনা ট্রাইব্যুনালে সোনালিনা, মো. জাহাঙ্গীর আলম, ট্রিবিউনাল সোনালিনা জোনাইদ দিজেরুলকে আসামি করা হয়। পরে তদন্ত শেষে গত ২৩ অক্টোবর চূড়ান্ত প্রতিবেদন দাখিল করা হয়। এতে বলা হয়, আন্দোলন দমনে ক্ষমতাসীন দলের নেতা-কর্মীদের সঙ্গে আইনশৃঙ্খলা রক্ষাকারী বাহিনীর সদস্যরাও সম্পৃক্ত ছিলেন।: [16, 178, 230, 235]
- article[interactable]: [488, 443, 702, 687]
- article-paragraph: কোম্পানির দীর্ঘমেয়াদি রেটিং হয়েছে ‘এ-১’ এবং স্বল্পমেয়াদি রেটিং ‘এসটি-৩’ নির্ধারণ করা হয়েছে।: [487, 537, 702, 558]
- article-paragraph: ঘটনার পর এলাকায় অতিরিক্ত পুলিশ মোতায়েন করা হয়েছে। পরিস্থিতি এখন নিয়ন্ত্রণে রয়েছে বলে জানিয়েছে পুলিশ।: [723, 340, 938, 362]
- article-body: [16, 1148, 230, 1172]
